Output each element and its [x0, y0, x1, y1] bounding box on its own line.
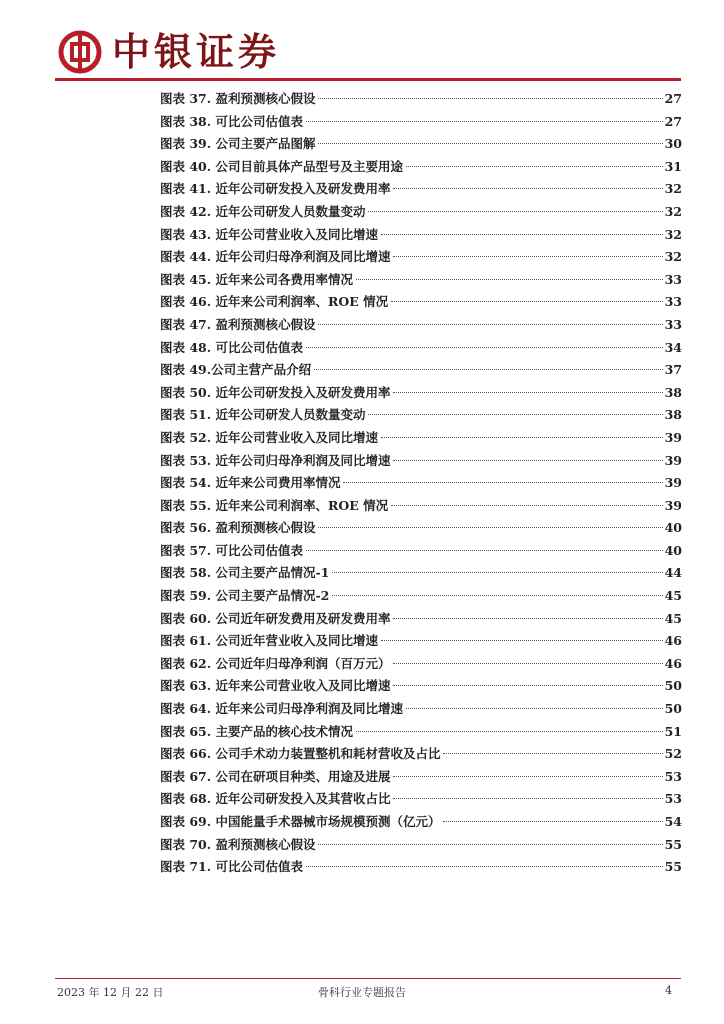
toc-entry-page: 45: [664, 610, 682, 626]
toc-entry-page: 39: [664, 475, 682, 491]
toc-leader-dots: [406, 165, 663, 167]
toc-entry[interactable]: [160, 337, 682, 360]
toc-entry-label: 图表 39. 公司主要产品图解: [160, 136, 316, 152]
toc-entry-page: 44: [664, 565, 682, 581]
toc-leader-dots: [443, 820, 662, 822]
toc-entry[interactable]: [160, 630, 682, 653]
toc-entry-label: 图表 45. 近年来公司各费用率情况: [160, 271, 353, 287]
toc-entry-page: 40: [664, 520, 682, 536]
footer-page-number: 4: [665, 984, 672, 997]
toc-entry[interactable]: [160, 404, 682, 427]
toc-entry[interactable]: [160, 269, 682, 292]
toc-entry[interactable]: [160, 540, 682, 563]
toc-entry[interactable]: [160, 698, 682, 721]
toc-entry-label: 图表 70. 盈利预测核心假设: [160, 836, 316, 852]
figure-list: [160, 88, 682, 879]
toc-entry-label: 图表 51. 近年公司研发人员数量变动: [160, 407, 366, 423]
toc-leader-dots: [393, 662, 662, 664]
toc-entry-label: 图表 47. 盈利预测核心假设: [160, 316, 316, 332]
footer-date: 2023 年 12 月 22 日: [57, 986, 164, 999]
header-divider: [55, 78, 681, 81]
toc-entry-label: 图表 50. 近年公司研发投入及研发费用率: [160, 384, 391, 400]
toc-entry-page: 51: [664, 723, 682, 739]
toc-leader-dots: [406, 707, 663, 709]
toc-entry-page: 39: [664, 452, 682, 468]
toc-entry-page: 39: [664, 497, 682, 513]
toc-leader-dots: [393, 775, 662, 777]
footer-divider: [55, 978, 681, 979]
toc-leader-dots: [356, 278, 663, 280]
toc-entry[interactable]: [160, 743, 682, 766]
toc-entry-page: 53: [664, 768, 682, 784]
toc-entry-page: 54: [664, 814, 682, 829]
toc-entry[interactable]: [160, 133, 682, 156]
toc-leader-dots: [393, 391, 662, 393]
toc-entry-page: 34: [664, 339, 682, 355]
toc-entry-page: 40: [664, 542, 682, 558]
toc-entry-label: 图表 44. 近年公司归母净利润及同比增速: [160, 249, 391, 265]
toc-entry-label: 图表 38. 可比公司估值表: [160, 113, 303, 129]
toc-leader-dots: [318, 97, 662, 99]
toc-entry[interactable]: [160, 788, 682, 811]
toc-entry[interactable]: [160, 608, 682, 631]
toc-entry-label: 图表 40. 公司目前具体产品型号及主要用途: [160, 158, 403, 174]
toc-entry-label: 图表 49.公司主营产品介绍: [160, 362, 312, 378]
toc-entry-label: 图表 61. 公司近年营业收入及同比增速: [160, 633, 378, 649]
toc-entry-page: 32: [664, 226, 682, 242]
toc-leader-dots: [306, 346, 663, 348]
toc-leader-dots: [356, 730, 663, 732]
toc-entry-label: 图表 55. 近年来公司利润率、ROE 情况: [160, 497, 389, 513]
toc-entry-page: 38: [664, 384, 682, 400]
toc-entry-label: 图表 56. 盈利预测核心假设: [160, 520, 316, 536]
toc-entry-label: 图表 53. 近年公司归母净利润及同比增速: [160, 452, 391, 468]
toc-entry[interactable]: [160, 88, 682, 111]
toc-entry[interactable]: [160, 427, 682, 450]
toc-entry[interactable]: [160, 472, 682, 495]
toc-leader-dots: [391, 504, 662, 506]
bank-of-china-logo-icon: [58, 30, 102, 74]
toc-leader-dots: [332, 594, 662, 596]
toc-entry[interactable]: [160, 111, 682, 134]
toc-leader-dots: [332, 571, 662, 573]
toc-entry-page: 27: [664, 91, 682, 106]
toc-entry[interactable]: [160, 382, 682, 405]
toc-entry-page: 27: [664, 113, 682, 129]
toc-entry-label: 图表 42. 近年公司研发人员数量变动: [160, 203, 366, 219]
toc-leader-dots: [381, 233, 663, 235]
toc-leader-dots: [443, 752, 662, 754]
toc-entry-label: 图表 64. 近年来公司归母净利润及同比增速: [160, 701, 403, 717]
toc-entry-label: 图表 41. 近年公司研发投入及研发费用率: [160, 181, 391, 197]
toc-entry-label: 图表 37. 盈利预测核心假设: [160, 91, 316, 106]
toc-entry[interactable]: [160, 811, 682, 834]
toc-leader-dots: [368, 413, 662, 415]
toc-entry-page: 38: [664, 407, 682, 423]
toc-entry-page: 46: [664, 633, 682, 649]
toc-entry-label: 图表 48. 可比公司估值表: [160, 339, 303, 355]
toc-leader-dots: [393, 459, 662, 461]
toc-entry-label: 图表 69. 中国能量手术器械市场规模预测（亿元）: [160, 814, 441, 829]
toc-leader-dots: [318, 323, 662, 325]
toc-leader-dots: [393, 255, 662, 257]
toc-entry-page: 52: [664, 746, 682, 762]
toc-leader-dots: [368, 210, 662, 212]
toc-entry-label: 图表 59. 公司主要产品情况-2: [160, 588, 330, 604]
toc-entry[interactable]: [160, 314, 682, 337]
footer-report-title: 骨科行业专题报告: [318, 986, 406, 999]
toc-entry-page: 31: [664, 158, 682, 174]
toc-leader-dots: [381, 639, 663, 641]
toc-leader-dots: [306, 549, 663, 551]
page-header: [0, 0, 724, 90]
toc-leader-dots: [343, 481, 662, 483]
toc-leader-dots: [391, 300, 662, 302]
toc-entry-page: 33: [664, 271, 682, 287]
toc-entry[interactable]: [160, 856, 682, 879]
toc-entry-page: 46: [664, 655, 682, 671]
toc-entry-label: 图表 71. 可比公司估值表: [160, 859, 303, 875]
toc-entry-page: 50: [664, 678, 682, 694]
toc-leader-dots: [306, 120, 663, 122]
toc-entry[interactable]: [160, 562, 682, 585]
toc-entry-page: 33: [664, 316, 682, 332]
toc-entry-label: 图表 60. 公司近年研发费用及研发费用率: [160, 610, 391, 626]
toc-leader-dots: [393, 187, 662, 189]
toc-leader-dots: [393, 684, 662, 686]
toc-entry-page: 55: [664, 859, 682, 875]
toc-entry[interactable]: [160, 246, 682, 269]
toc-entry[interactable]: [160, 675, 682, 698]
toc-entry[interactable]: [160, 495, 682, 518]
toc-entry-page: 32: [664, 181, 682, 197]
toc-leader-dots: [318, 526, 662, 528]
toc-entry-label: 图表 43. 近年公司营业收入及同比增速: [160, 226, 378, 242]
toc-entry[interactable]: [160, 291, 682, 314]
toc-entry-label: 图表 63. 近年来公司营业收入及同比增速: [160, 678, 391, 694]
toc-entry[interactable]: [160, 721, 682, 744]
toc-entry-label: 图表 52. 近年公司营业收入及同比增速: [160, 429, 378, 445]
toc-entry-label: 图表 62. 公司近年归母净利润（百万元）: [160, 655, 391, 671]
toc-entry[interactable]: [160, 359, 682, 382]
toc-entry-label: 图表 67. 公司在研项目种类、用途及进展: [160, 768, 391, 784]
toc-leader-dots: [393, 797, 662, 799]
toc-entry[interactable]: [160, 224, 682, 247]
toc-entry-page: 30: [664, 136, 682, 152]
toc-entry-page: 32: [664, 249, 682, 265]
toc-leader-dots: [306, 865, 663, 867]
toc-entry-label: 图表 66. 公司手术动力装置整机和耗材营收及占比: [160, 746, 441, 762]
toc-entry-label: 图表 54. 近年来公司费用率情况: [160, 475, 341, 491]
toc-entry-label: 图表 68. 近年公司研发投入及其营收占比: [160, 791, 391, 807]
toc-entry-label: 图表 58. 公司主要产品情况-1: [160, 565, 330, 581]
toc-entry-page: 45: [664, 588, 682, 604]
toc-entry-page: 55: [664, 836, 682, 852]
toc-leader-dots: [393, 617, 662, 619]
toc-entry[interactable]: [160, 766, 682, 789]
toc-leader-dots: [318, 843, 662, 845]
toc-entry[interactable]: [160, 653, 682, 676]
toc-entry-label: 图表 65. 主要产品的核心技术情况: [160, 723, 353, 739]
toc-entry[interactable]: [160, 201, 682, 224]
toc-entry[interactable]: [160, 517, 682, 540]
toc-entry[interactable]: [160, 156, 682, 179]
toc-entry-label: 图表 46. 近年来公司利润率、ROE 情况: [160, 294, 389, 310]
toc-entry[interactable]: [160, 585, 682, 608]
toc-entry-page: 37: [664, 362, 682, 378]
brand-name: 中银证券: [112, 29, 281, 74]
toc-entry-page: 50: [664, 701, 682, 717]
toc-leader-dots: [318, 142, 662, 144]
toc-entry-page: 53: [664, 791, 682, 807]
toc-entry[interactable]: [160, 178, 682, 201]
toc-entry-label: 图表 57. 可比公司估值表: [160, 542, 303, 558]
toc-entry-page: 33: [664, 294, 682, 310]
toc-leader-dots: [381, 436, 663, 438]
toc-entry-page: 39: [664, 429, 682, 445]
toc-leader-dots: [314, 368, 662, 370]
toc-entry[interactable]: [160, 834, 682, 857]
toc-entry-page: 32: [664, 203, 682, 219]
toc-entry[interactable]: [160, 450, 682, 473]
